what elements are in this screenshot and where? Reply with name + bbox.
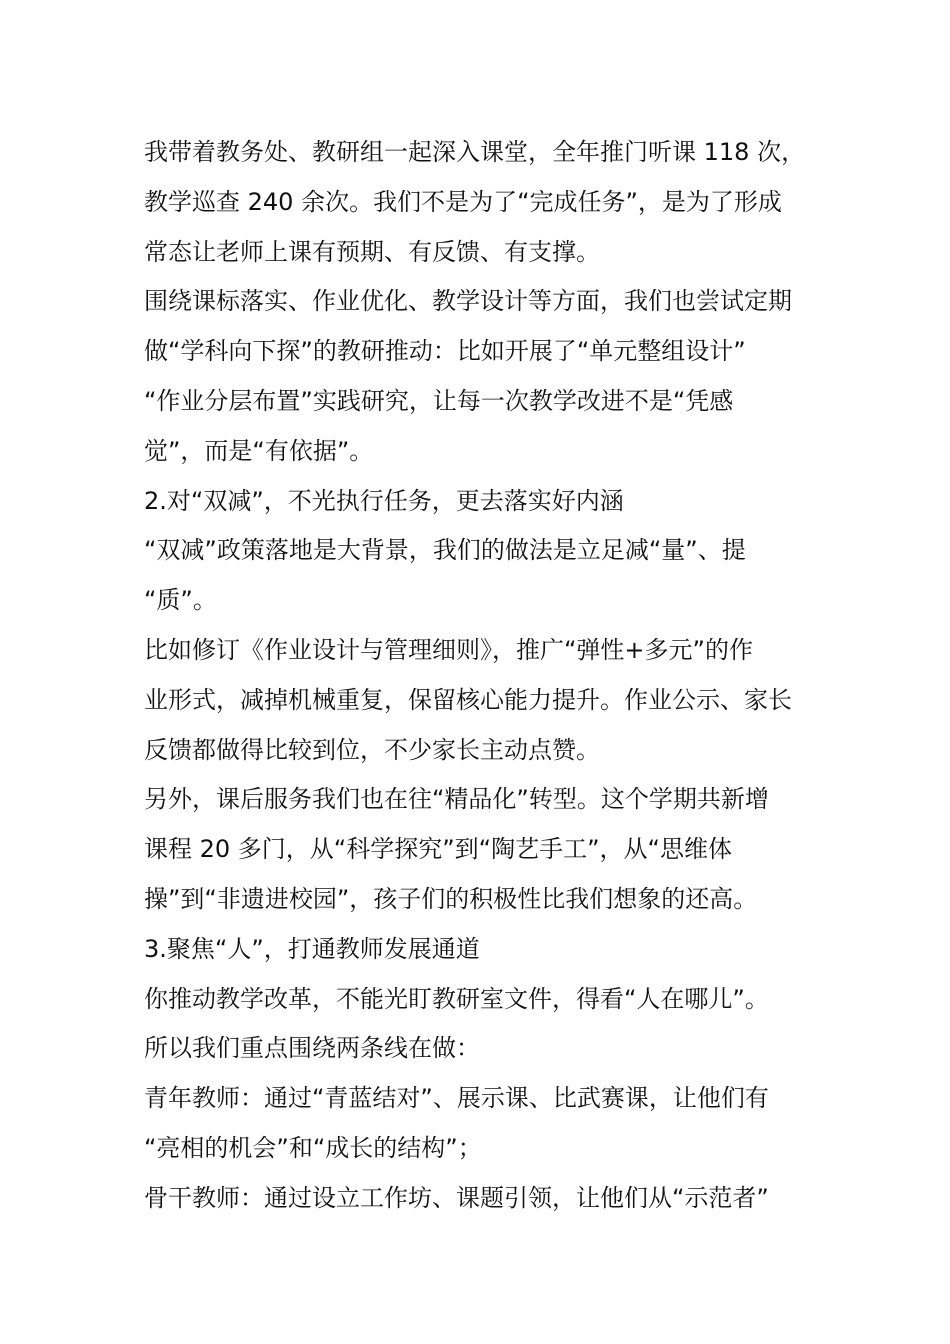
text-line: 业形式，减掉机械重复，保留核心能力提升。作业公示、家长 [144, 685, 792, 714]
text-line: “作业分层布置”实践研究，让每一次教学改进不是“凭感 [144, 386, 734, 415]
section-heading: 2.对“双减”，不光执行任务，更去落实好内涵 [144, 486, 624, 515]
document-body [144, 128, 814, 1224]
text-line: 你推动教学改革，不能光盯教研室文件，得看“人在哪儿”。 [144, 984, 769, 1013]
text-line: “质”。 [144, 586, 217, 615]
text-line: 操”到“非遗进校园”，孩子们的积极性比我们想象的还高。 [144, 884, 758, 913]
text-line: 觉”，而是“有依据”。 [144, 436, 374, 465]
text-line: 围绕课标落实、作业优化、教学设计等方面，我们也尝试定期 [144, 287, 792, 316]
text-line: 青年教师：通过“青蓝结对”、展示课、比武赛课，让他们有 [144, 1084, 769, 1113]
text-line: 常态让老师上课有预期、有反馈、有支撑。 [144, 237, 600, 266]
text-line: 做“学科向下探”的教研推动：比如开展了“单元整组设计” [144, 337, 746, 366]
text-line: 课程 20 多门，从“科学探究”到“陶艺手工”，从“思维体 [144, 835, 732, 864]
section-heading: 3.聚焦“人”，打通教师发展通道 [144, 934, 480, 963]
text-line: 所以我们重点围绕两条线在做： [144, 1034, 480, 1063]
text-line: 我带着教务处、教研组一起深入课堂，全年推门听课 118 次， [144, 138, 806, 166]
text-line: 比如修订《作业设计与管理细则》，推广“弹性+多元”的作 [144, 635, 753, 664]
text-line: 反馈都做得比较到位，不少家长主动点赞。 [144, 735, 600, 764]
text-line: “双减”政策落地是大背景，我们的做法是立足减“量”、提 [144, 536, 746, 565]
text-line: 另外，课后服务我们也在往“精品化”转型。这个学期共新增 [144, 785, 769, 814]
text-line: 骨干教师：通过设立工作坊、课题引领，让他们从“示范者” [144, 1183, 769, 1212]
text-line: 教学巡查 240 余次。我们不是为了“完成任务”，是为了形成 [144, 187, 782, 216]
text-line: “亮相的机会”和“成长的结构”； [144, 1133, 482, 1162]
